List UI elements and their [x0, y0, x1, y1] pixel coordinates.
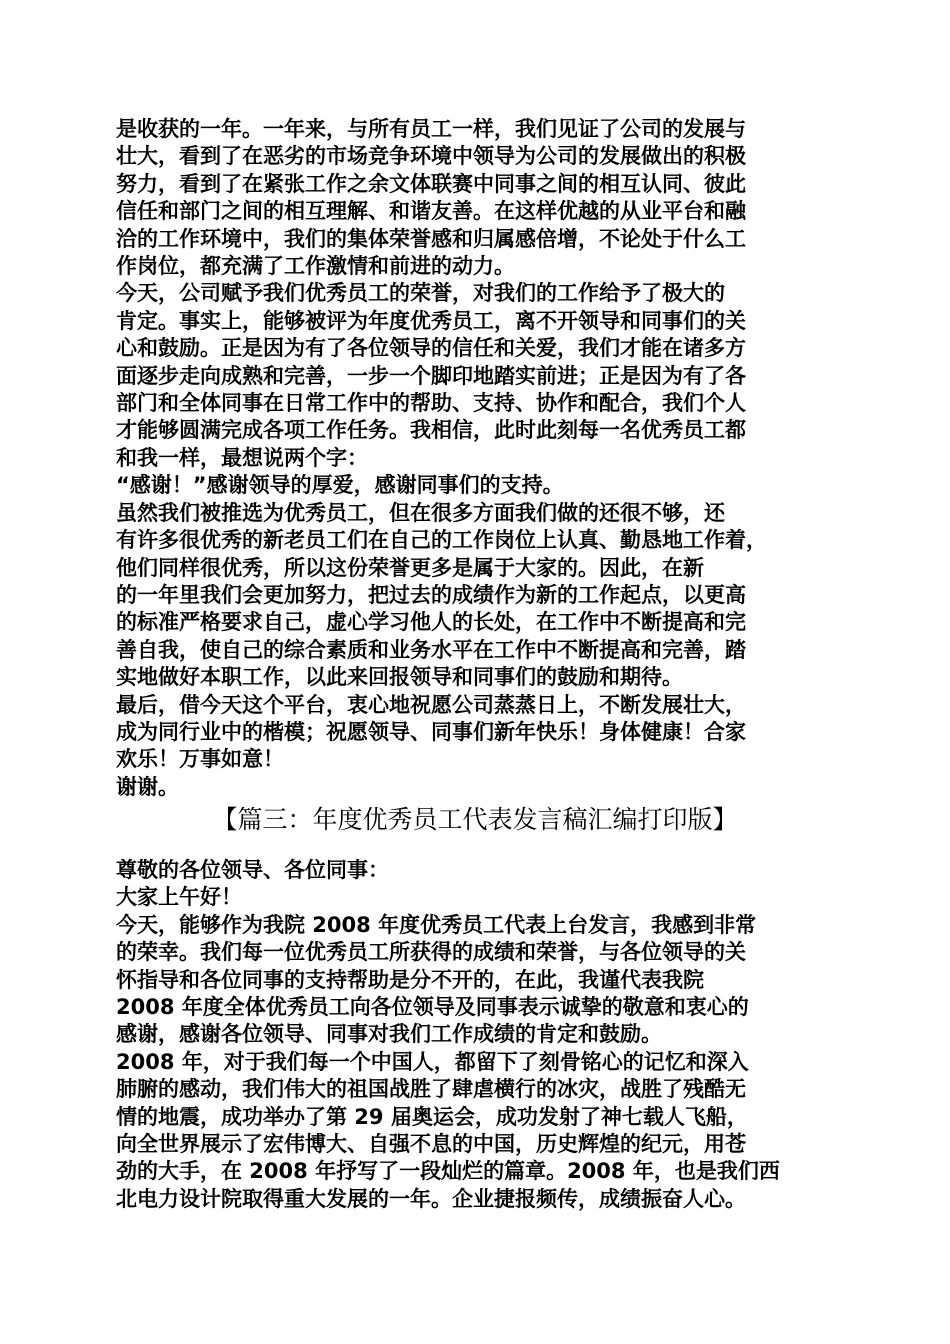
text-line: 壮大，看到了在恶劣的市场竞争环境中领导为公司的发展做出的积极 [116, 144, 746, 169]
text-line: 谢谢。 [116, 774, 179, 799]
text-line: 和我一样，最想说两个字： [116, 445, 368, 470]
text-line: 才能够圆满完成各项工作任务。我相信，此时此刻每一名优秀员工都 [116, 418, 746, 443]
text-line: 面逐步走向成熟和完善，一步一个脚印地踏实前进；正是因为有了各 [116, 363, 746, 388]
text-line: 2008 年度全体优秀员工向各位领导及同事表示诚挚的敬意和衷心的 [116, 995, 749, 1020]
text-line: 尊敬的各位领导、各位同事： [116, 858, 389, 882]
text-line: 善自我，使自己的综合素质和业务水平在工作中不断提高和完善，踏 [116, 637, 746, 662]
text-line: 他们同样很优秀，所以这份荣誉更多是属于大家的。因此，在新 [116, 555, 704, 580]
text-line: 大家上午好！ [116, 885, 242, 910]
text-line: 洽的工作环境中，我们的集体荣誉感和归属感倍增，不论处于什么工 [116, 226, 746, 251]
text-line: 成为同行业中的楷模；祝愿领导、同事们新年快乐！身体健康！合家 [116, 719, 746, 744]
text-line: 的荣幸。我们每一位优秀员工所获得的成绩和荣誉，与各位领导的关 [116, 940, 746, 965]
text-line: 部门和全体同事在日常工作中的帮助、支持、协作和配合，我们个人 [116, 391, 746, 416]
text-line: 作岗位，都充满了工作激情和前进的动力。 [116, 254, 515, 279]
text-line: 努力，看到了在紧张工作之余文体联赛中同事之间的相互认同、彼此 [116, 171, 746, 196]
text-line: 劲的大手，在 2008 年抒写了一段灿烂的篇章。2008 年，也是我们西 [116, 1159, 780, 1184]
text-line: 今天，能够作为我院 2008 年度优秀员工代表上台发言，我感到非常 [116, 912, 757, 937]
text-line: 感谢，感谢各位领导、同事对我们工作成绩的肯定和鼓励。 [116, 1022, 662, 1047]
text-line: 2008 年，对于我们每一个中国人，都留下了刻骨铭心的记忆和深入 [116, 1049, 749, 1074]
text-line: 是收获的一年。一年来，与所有员工一样，我们见证了公司的发展与 [116, 117, 746, 141]
speech-section-one [116, 116, 840, 801]
text-line: 情的地震，成功举办了第 29 届奥运会，成功发射了神七载人飞船， [116, 1104, 748, 1129]
text-line: 实地做好本职工作，以此来回报领导和同事们的鼓励和期待。 [116, 665, 683, 690]
text-line: 今天，公司赋予我们优秀员工的荣誉，对我们的工作给予了极大的 [116, 281, 725, 306]
text-line: 欢乐！万事如意！ [116, 747, 284, 772]
text-line: 向全世界展示了宏伟博大、自强不息的中国，历史辉煌的纪元，用苍 [116, 1132, 746, 1157]
text-line: 最后，借今天这个平台，衷心地祝愿公司蒸蒸日上，不断发展壮大， [116, 692, 746, 717]
text-line: 的标准严格要求自己，虚心学习他人的长处，在工作中不断提高和完 [116, 610, 746, 635]
text-line: 北电力设计院取得重大发展的一年。企业捷报频传，成绩振奋人心。 [116, 1186, 746, 1211]
speech-section-two [116, 857, 840, 1213]
text-line: 怀指导和各位同事的支持帮助是分不开的，在此，我谨代表我院 [116, 967, 704, 992]
text-line: 肺腑的感动，我们伟大的祖国战胜了肆虐横行的冰灾，战胜了残酷无 [116, 1077, 746, 1102]
text-line: 虽然我们被推选为优秀员工，但在很多方面我们做的还很不够，还 [116, 500, 725, 525]
text-line: 有许多很优秀的新老员工们在自己的工作岗位上认真、勤恳地工作着， [116, 528, 767, 553]
text-line: 肯定。事实上，能够被评为年度优秀员工，离不开领导和同事们的关 [116, 308, 746, 333]
text-line: “感谢！”感谢领导的厚爱，感谢同事们的支持。 [116, 473, 564, 498]
section-heading: 【篇三：年度优秀员工代表发言稿汇编打印版】 [212, 805, 738, 834]
text-line: 的一年里我们会更加努力，把过去的成绩作为新的工作起点，以更高 [116, 582, 746, 607]
text-line: 心和鼓励。正是因为有了各位领导的信任和关爱，我们才能在诸多方 [116, 336, 746, 361]
text-line: 信任和部门之间的相互理解、和谐友善。在这样优越的从业平台和融 [116, 199, 746, 224]
